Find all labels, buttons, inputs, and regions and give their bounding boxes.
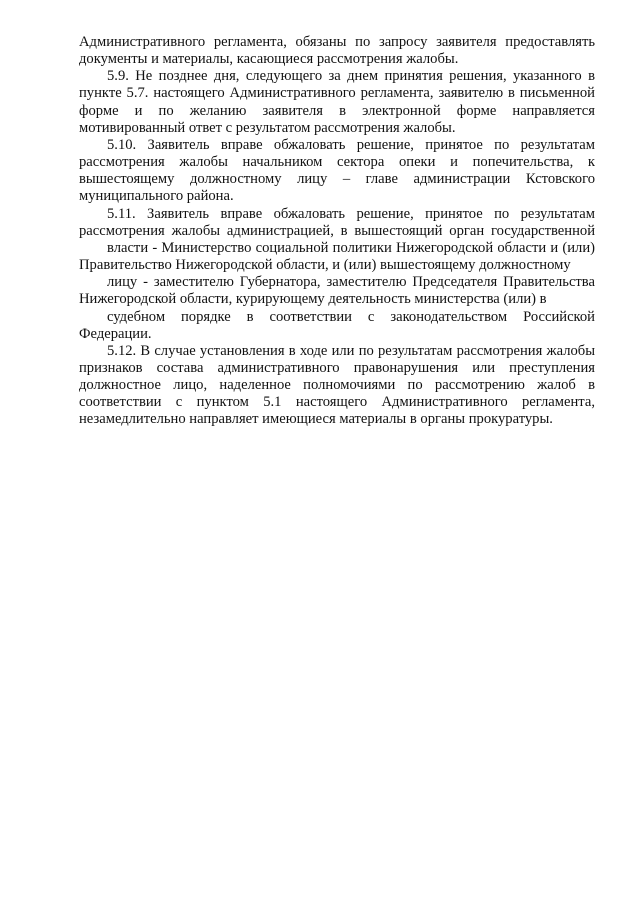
paragraph-5-9: 5.9. Не позднее дня, следующего за днем принятия решения, указанного в пункте 5.7. настоящего Административного регламента, заявителю в письменной форме и по желанию заявителя в электронной форме направляется мотивированный ответ с результатом рассмотрения жалобы. bbox=[79, 68, 595, 136]
paragraph-5-11-officials: лицу - заместителю Губернатора, заместителю Председателя Правительства Нижегородской области, курирующему деятельность министерства (или) в bbox=[79, 274, 595, 308]
paragraph-5-10: 5.10. Заявитель вправе обжаловать решение, принятое по результатам рассмотрения жалобы начальником сектора опеки и попечительства, к вышестоящему должностному лицу – главе администрации Кстовского муниципального района. bbox=[79, 136, 595, 205]
paragraph-continuation: Административного регламента, обязаны по запросу заявителя предоставлять документы и материалы, касающиеся рассмотрения жалобы. bbox=[79, 34, 595, 68]
paragraph-5-12: 5.12. В случае установления в ходе или по результатам рассмотрения жалобы признаков состава административного правонарушения или преступления должностное лицо, наделенное полномочиями по рассмотрению жалоб в соответствии с пунктом 5.1 настоящего Административного регламента, незамедлительно направляет имеющиеся материалы в органы прокуратуры. bbox=[79, 342, 595, 428]
document-body bbox=[79, 34, 595, 429]
paragraph-5-11-court: судебном порядке в соответствии с законодательством Российской Федерации. bbox=[79, 308, 595, 342]
paragraph-5-11: 5.11. Заявитель вправе обжаловать решение, принятое по результатам рассмотрения жалобы администрацией, в вышестоящий орган государственной bbox=[79, 205, 595, 239]
paragraph-5-11-authority: власти - Министерство социальной политики Нижегородской области и (или) Правительство Нижегородской области, и (или) вышестоящему должностному bbox=[79, 239, 595, 274]
